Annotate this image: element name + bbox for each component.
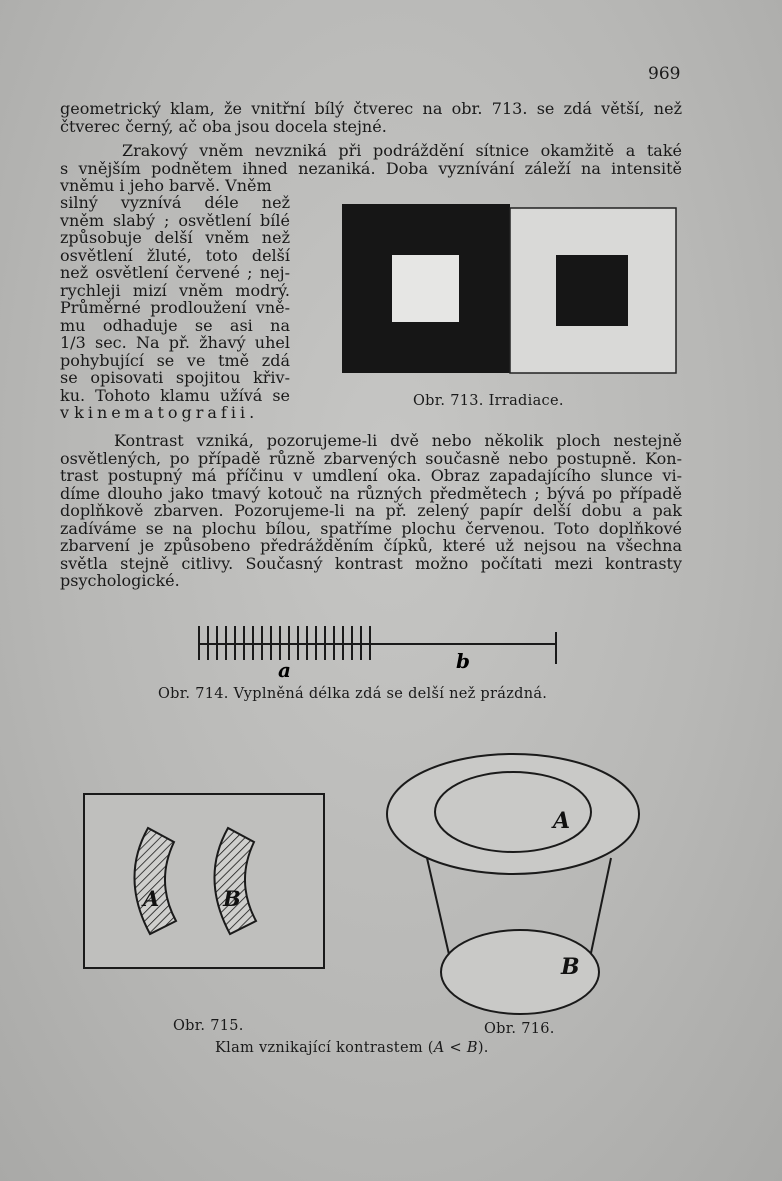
page-number: 969 [648,64,681,84]
text-line: osvětlených, po případě různě zbarvených současně nebo postupně. Kon- [60,448,682,468]
text-line: díme dlouho jako tmavý kotouč na různých předmětech ; bývá po případě [60,483,682,503]
text-line: způsobuje delší vněm než [60,228,290,247]
shared-caption [215,1040,489,1056]
text-line: zbarvení je způsobeno předrážděním čípků, které už nejsou na všechna [60,536,682,555]
paragraph-2-column [60,194,290,422]
label-a: A [553,808,571,834]
text-line: než osvětlení červené ; nej- [60,263,290,282]
formula-b: B [466,1040,478,1056]
formula-close: ). [477,1040,489,1056]
text-line: silný vyznívá déle než [60,193,290,212]
label-a: A [143,886,160,911]
spaced-word: kinematografii. [74,403,259,422]
text-line: čtverec černý, ač oba jsou docela stejné. [60,116,387,136]
text-line: Kontrast vzniká, pozorujeme-li dvě nebo několik ploch nestejně [114,431,682,450]
paragraph-3 [60,432,682,590]
text-line: Zrakový vněm nevzniká při podráždění sítnice okamžitě a také [122,141,682,160]
background-frame [84,794,324,968]
formula-lt: < [449,1040,462,1056]
figure-715-caption: Obr. 715. [173,1018,244,1034]
label-b: B [223,886,241,911]
text-line: geometrický klam, že vnitřní bílý čtverec na obr. 713. se zdá větší, než [60,99,682,118]
text-line: vněmu i jeho barvě. Vněm [60,176,272,195]
figure-714-caption: Obr. 714. Vyplněná délka zdá se delší než prázdná. [158,686,548,702]
text-line: 1/3 sec. Na př. žhavý uhel [60,333,290,352]
paragraph-2-intro [60,142,682,195]
shared-caption-text: Klam vznikající kontrastem [215,1040,423,1056]
text-line: psychologické. [60,571,180,590]
figure-716-caption: Obr. 716. [484,1021,555,1037]
label-a: a [278,658,291,682]
figure-714 [196,622,560,682]
text-line: rychleji mizí vněm modrý. [60,280,290,300]
text-line: ku. Tohoto klamu užívá se [60,385,290,405]
formula-a: A [433,1040,445,1056]
white-inner-square [392,255,459,322]
text-line: světla stejně citlivy. Současný kontrast možno počítati mezi kontrasty [60,553,682,573]
paragraph-1 [60,100,682,135]
text-line: doplňkově zbarven. Pozorujeme-li na př. zelený papír delší dobu a pak [60,501,682,520]
text-line: osvětlení žluté, toto delší [60,245,290,265]
figure-713-caption: Obr. 713. Irradiace. [413,393,564,409]
text-line: Průměrné prodloužení vně- [60,298,290,317]
text-line: zadíváme se na plochu bílou, spatříme plochu červenou. Toto doplňkové [60,518,682,538]
label-b: B [561,954,580,980]
figure-713 [342,203,678,375]
text-fragment: v [60,403,70,422]
text-line: pohybující se ve tmě zdá [60,350,290,370]
text-line: trast postupný má příčinu v umdlení oka. Obraz zapadajícího slunce vi- [60,466,682,485]
text-line: se opisovati spojitou křiv- [60,368,290,387]
text-line: mu odhaduje se asi na [60,315,290,335]
text-line: vněm slabý ; osvětlení bílé [60,210,290,230]
black-inner-square [556,255,628,326]
label-b: b [456,649,470,673]
text-line [60,404,290,422]
formula-open: ( [427,1040,434,1056]
figure-715 [80,790,328,972]
text-line: s vnějším podnětem ihned nezaniká. Doba vyznívání záleží na intensitě [60,158,682,178]
figure-716 [385,750,643,1020]
